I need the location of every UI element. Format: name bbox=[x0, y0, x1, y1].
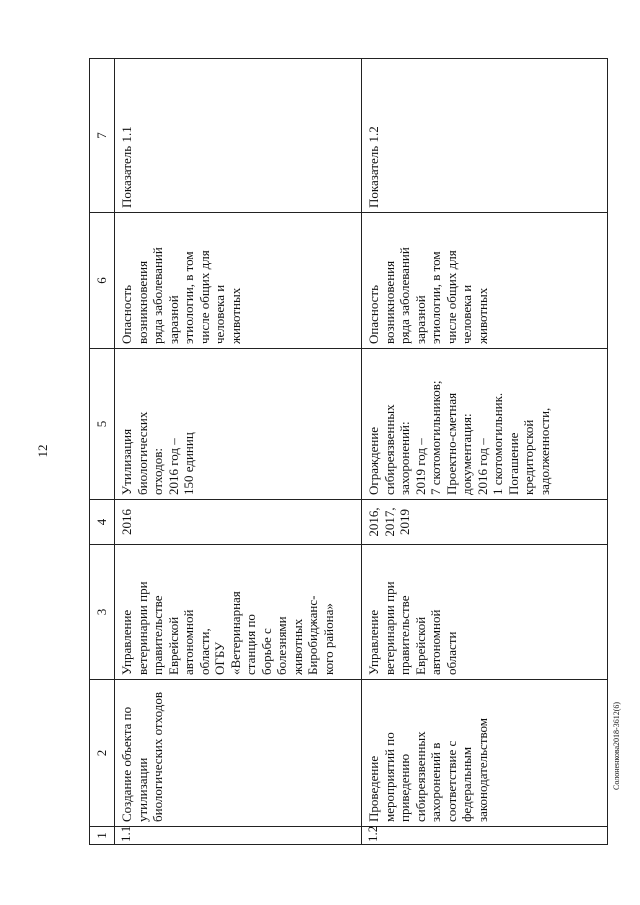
row-number: 1.1 bbox=[115, 827, 362, 845]
result-cell: Утилизация биологических отходов: 2016 год – 150 единиц bbox=[115, 349, 362, 500]
indicator-cell: Показатель 1.1 bbox=[115, 59, 362, 213]
page-number: 12 bbox=[35, 444, 50, 458]
table-row bbox=[115, 59, 362, 845]
consequence-cell: Опасность возникновения ряда заболеваний заразной этиологии, в том числе общих для человека и животных bbox=[115, 213, 362, 349]
header-col-7: 7 bbox=[90, 59, 115, 213]
executor-cell: Управление ветеринарии при правительстве Еврейской автономной области bbox=[362, 545, 608, 680]
event-cell: Проведение мероприятий по приведению сибиреязвенных захоронений в соответствие с федеральным законодательством bbox=[362, 680, 608, 827]
header-row bbox=[90, 59, 115, 845]
header-col-3: 3 bbox=[90, 545, 115, 680]
program-table bbox=[89, 58, 608, 845]
document-code: Солоненкова2018-3612(6) bbox=[612, 701, 621, 790]
header-col-6: 6 bbox=[90, 213, 115, 349]
header-col-2: 2 bbox=[90, 680, 115, 827]
rotated-table-container bbox=[89, 59, 608, 845]
indicator-cell: Показатель 1.2 bbox=[362, 59, 608, 213]
header-col-1: 1 bbox=[90, 827, 115, 845]
executor-cell: Управление ветеринарии при правительстве Еврейской автономной области, ОГБУ «Ветеринарная станция по борьбе с болезнями животных Биробиджанс- кого района» bbox=[115, 545, 362, 680]
event-cell: Создание объекта по утилизации биологических отходов bbox=[115, 680, 362, 827]
header-col-5: 5 bbox=[90, 349, 115, 500]
table-row bbox=[362, 59, 608, 845]
years-cell: 2016 bbox=[115, 500, 362, 545]
header-col-4: 4 bbox=[90, 500, 115, 545]
years-cell: 2016, 2017, 2019 bbox=[362, 500, 608, 545]
result-cell: Ограждение сибиреязвенных захоронений: 2019 год – 7 скотомогильников; Проектно-сметная документация: 2016 год – 1 скотомогильник. Погашение кредиторской задолженности, bbox=[362, 349, 608, 500]
row-number: 1.2 bbox=[362, 827, 608, 845]
consequence-cell: Опасность возникновения ряда заболеваний заразной этиологии, в том числе общих для человека и животных bbox=[362, 213, 608, 349]
